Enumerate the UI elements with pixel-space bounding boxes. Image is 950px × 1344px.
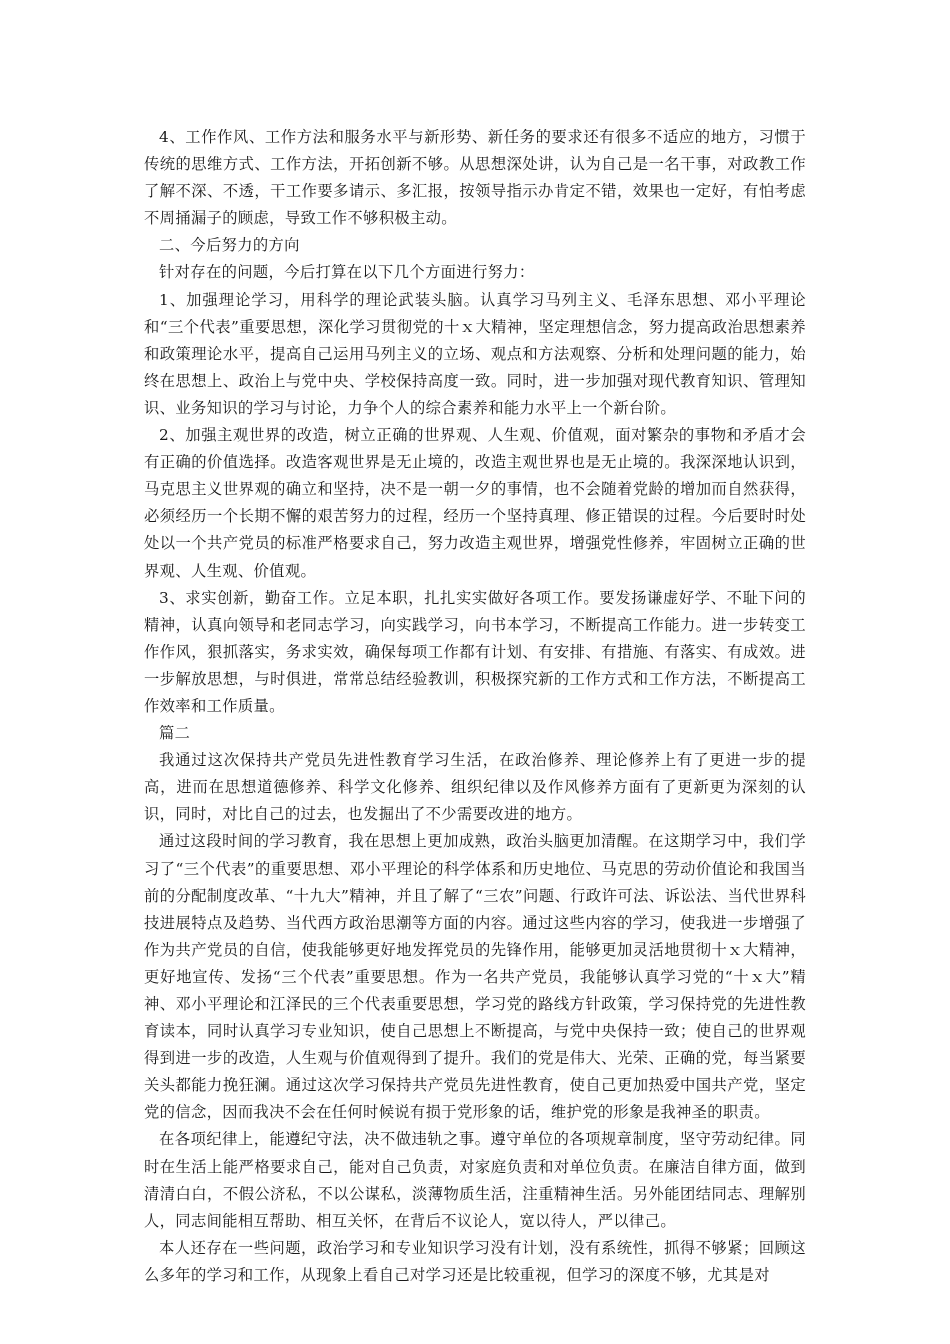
paragraph-intro-efforts: 针对存在的问题，今后打算在以下几个方面进行努力： [159,263,535,282]
paragraph-effort-1: 1、加强理论学习，用科学的理论武装头脑。认真学习马列主义、毛泽东思想、邓小平理论和“三个代表”重要思想，深化学习贯彻党的十ｘ大精神，坚定理想信念，努力提高政治思想素养和政策理论水平，提高自己运用马列主义的立场、观点和方法观察、分析和处理问题的能力，始终在思想上、政治上与党中央、学校保持高度一致。同时，进一步加强对现代教育知识、管理知识、业务知识的学习与讨论，力争个人的综合素养和能力水平上一个新台阶。 [144,290,806,417]
document-body [144,124,806,1289]
paragraph-part-two-intro: 我通过这次保持共产党员先进性教育学习生活，在政治修养、理论修养上有了更进一步的提高，进而在思想道德修养、科学文化修养、组织纪律以及作风修养方面有了更新更为深刻的认识，同时，对比自己的过去，也发掘出了不少需要改进的地方。 [144,751,806,824]
section-heading-part-two: 篇二 [159,724,191,743]
paragraph-remaining-problems: 本人还存在一些问题，政治学习和专业知识学习没有计划，没有系统性，抓得不够紧；回顾这么多年的学习和工作，从现象上看自己对学习还是比较重视，但学习的深度不够，尤其是对 [144,1238,806,1284]
paragraph-effort-3: 3、求实创新，勤奋工作。立足本职，扎扎实实做好各项工作。要发扬谦虚好学、不耻下问的精神，认真向领导和老同志学习，向实践学习，向书本学习，不断提高工作能力。进一步转变工作作风，狠抓落实，务求实效，确保每项工作都有计划、有安排、有措施、有落实、有成效。进一步解放思想，与时俱进，常常总结经验教训，积极探究新的工作方式和工作方法，不断提高工作效率和工作质量。 [144,588,806,715]
paragraph-study-education: 通过这段时间的学习教育，我在思想上更加成熟，政治头脑更加清醒。在这期学习中，我们学习了“三个代表”的重要思想、邓小平理论的科学体系和历史地位、马克思的劳动价值论和我国当前的分配制度改革、“十九大”精神，并且了解了“三农”问题、行政许可法、诉讼法、当代世界科技进展特点及趋势、当代西方政治思潮等方面的内容。通过这些内容的学习，使我进一步增强了作为共产党员的自信，使我能够更好地发挥党员的先锋作用，能够更加灵活地贯彻十ｘ大精神，更好地宣传、发扬“三个代表”重要思想。作为一名共产党员，我能够认真学习党的“十ｘ大”精神、邓小平理论和江泽民的三个代表重要思想，学习党的路线方针政策，学习保持党的先进性教育读本，同时认真学习专业知识，使自己思想上不断提高，与党中央保持一致；使自己的世界观得到进一步的改造，人生观与价值观得到了提升。我们的党是伟大、光荣、正确的党，每当紧要关头都能力挽狂澜。通过这次学习保持共产党员先进性教育，使自己更加热爱中国共产党，坚定党的信念，因而我决不会在任何时候说有损于党形象的话，维护党的形象是我神圣的职责。 [144,832,806,1122]
paragraph-effort-2: 2、加强主观世界的改造，树立正确的世界观、人生观、价值观，面对繁杂的事物和矛盾才会有正确的价值选择。改造客观世界是无止境的，改造主观世界也是无止境的。我深深地认识到，马克思主义世界观的确立和坚持，决不是一朝一夕的事情，也不会随着党龄的增加而自然获得，必须经历一个长期不懈的艰苦努力的过程，经历一个坚持真理、修正错误的过程。今后要时时处处以一个共产党员的标准严格要求自己，努力改造主观世界，增强党性修养，牢固树立正确的世界观、人生观、价值观。 [144,426,806,580]
paragraph-discipline: 在各项纪律上，能遵纪守法，决不做违轨之事。遵守单位的各项规章制度，坚守劳动纪律。同时在生活上能严格要求自己，能对自己负责，对家庭负责和对单位负责。在廉洁自律方面，做到清清白白，不假公济私，不以公谋私，淡薄物质生活，注重精神生活。另外能团结同志、理解别人，同志间能相互帮助、相互关怀，在背后不议论人，宽以待人，严以律己。 [144,1130,806,1230]
section-heading-direction: 二、今后努力的方向 [159,236,300,255]
paragraph-shortcomings-4: 4、工作作风、工作方法和服务水平与新形势、新任务的要求还有很多不适应的地方，习惯于传统的思维方式、工作方法，开拓创新不够。从思想深处讲，认为自己是一名干事，对政教工作了解不深、不透，干工作要多请示、多汇报，按领导指示办肯定不错，效果也一定好，有怕考虑不周捅漏子的顾虑，导致工作不够积极主动。 [144,128,806,228]
